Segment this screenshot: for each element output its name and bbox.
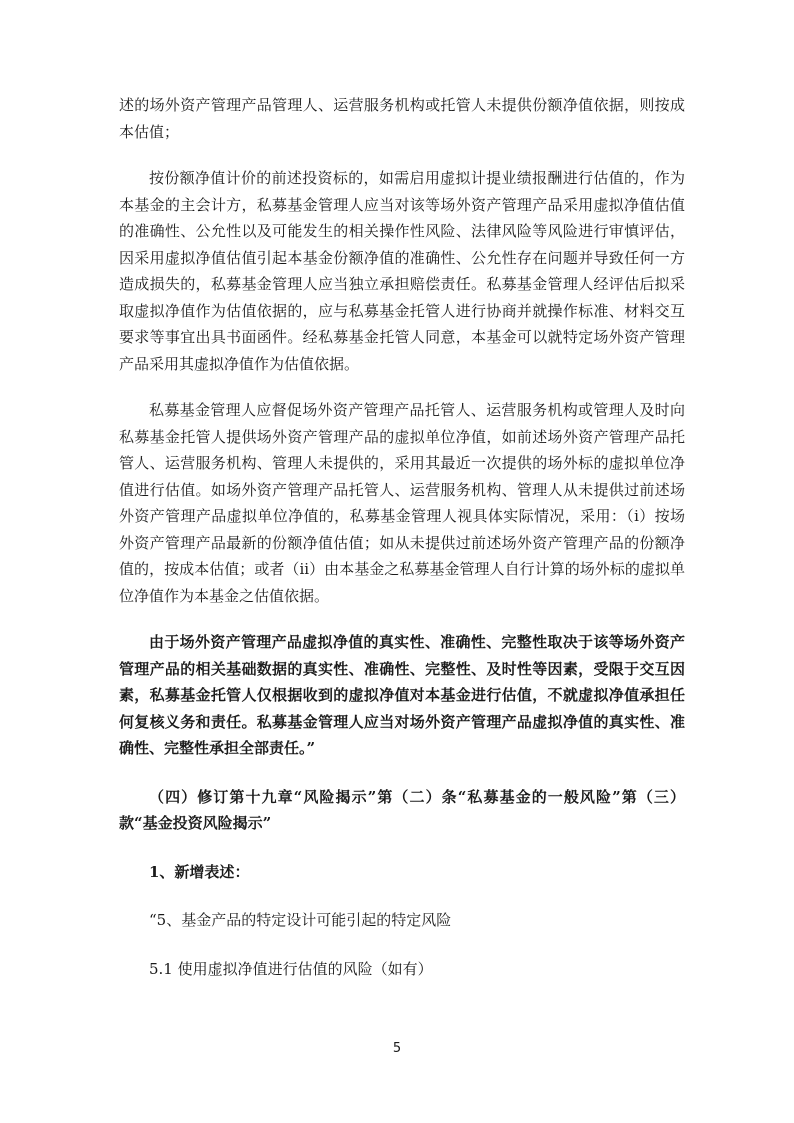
page-number: 5 — [392, 1041, 402, 1056]
paragraph-virtual-nav-risk: 5.1 使用虚拟净值进行估值的风险（如有） — [149, 959, 433, 978]
paragraph-virtual-nav-responsibility: 由于场外资产管理产品虚拟净值的真实性、准确性、完整性取决于该等场外资产管理产品的相关基础数据的真实性、准确性、完整性、及时性等因素，受限于交互因素，私募基金托管人仅根据收到的虚拟净值对本基金进行估值，不就虚拟净值承担任何复核义务和责任。私募基金管理人应当对场外资产管理产品虚拟净值的真实性、准确性、完整性承担全部责任。” — [119, 633, 685, 757]
document-body — [119, 92, 685, 982]
paragraph-specific-risk: “5、基金产品的特定设计可能引起的特定风险 — [149, 911, 452, 929]
paragraph-valuation-continued: 述的场外资产管理产品管理人、运营服务机构或托管人未提供份额净值依据，则按成本估值； — [119, 96, 685, 141]
subheading-new-statement: 1、新增表述： — [149, 862, 250, 881]
paragraph-virtual-nav-assessment: 按份额净值计价的前述投资标的，如需启用虚拟计提业绩报酬进行估值的，作为本基金的主会计方，私募基金管理人应当对该等场外资产管理产品采用虚拟净值估值的准确性、公允性以及可能发生的相关操作性风险、法律风险等风险进行审慎评估，因采用虚拟净值估值引起本基金份额净值的准确性、公允性存在问题并导致任何一方造成损失的，私募基金管理人应当独立承担赔偿责任。私募基金管理人经评估后拟采取虚拟净值作为估值依据的，应与私募基金托管人进行协商并就操作标准、材料交互要求等事宜出具书面函件。经私募基金托管人同意，本基金可以就特定场外资产管理产品采用其虚拟净值作为估值依据。 — [119, 169, 685, 373]
section-heading-amendment: （四）修订第十九章“风险揭示”第（二）条“私募基金的一般风险”第（三）款“基金投资风险揭示” — [119, 787, 685, 832]
paragraph-virtual-nav-provision: 私募基金管理人应督促场外资产管理产品托管人、运营服务机构或管理人及时向私募基金托管人提供场外资产管理产品的虚拟单位净值，如前述场外资产管理产品托管人、运营服务机构、管理人未提供的，采用其最近一次提供的场外标的虚拟单位净值进行估值。如场外资产管理产品托管人、运营服务机构、管理人从未提供过前述场外资产管理产品虚拟单位净值的，私募基金管理人视具体实际情况，采用：（i）按场外资产管理产品最新的份额净值估值；如从未提供过前述场外资产管理产品的份额净值的，按成本估值；或者（ii）由本基金之私募基金管理人自行计算的场外标的虚拟单位净值作为本基金之估值依据。 — [119, 401, 685, 605]
